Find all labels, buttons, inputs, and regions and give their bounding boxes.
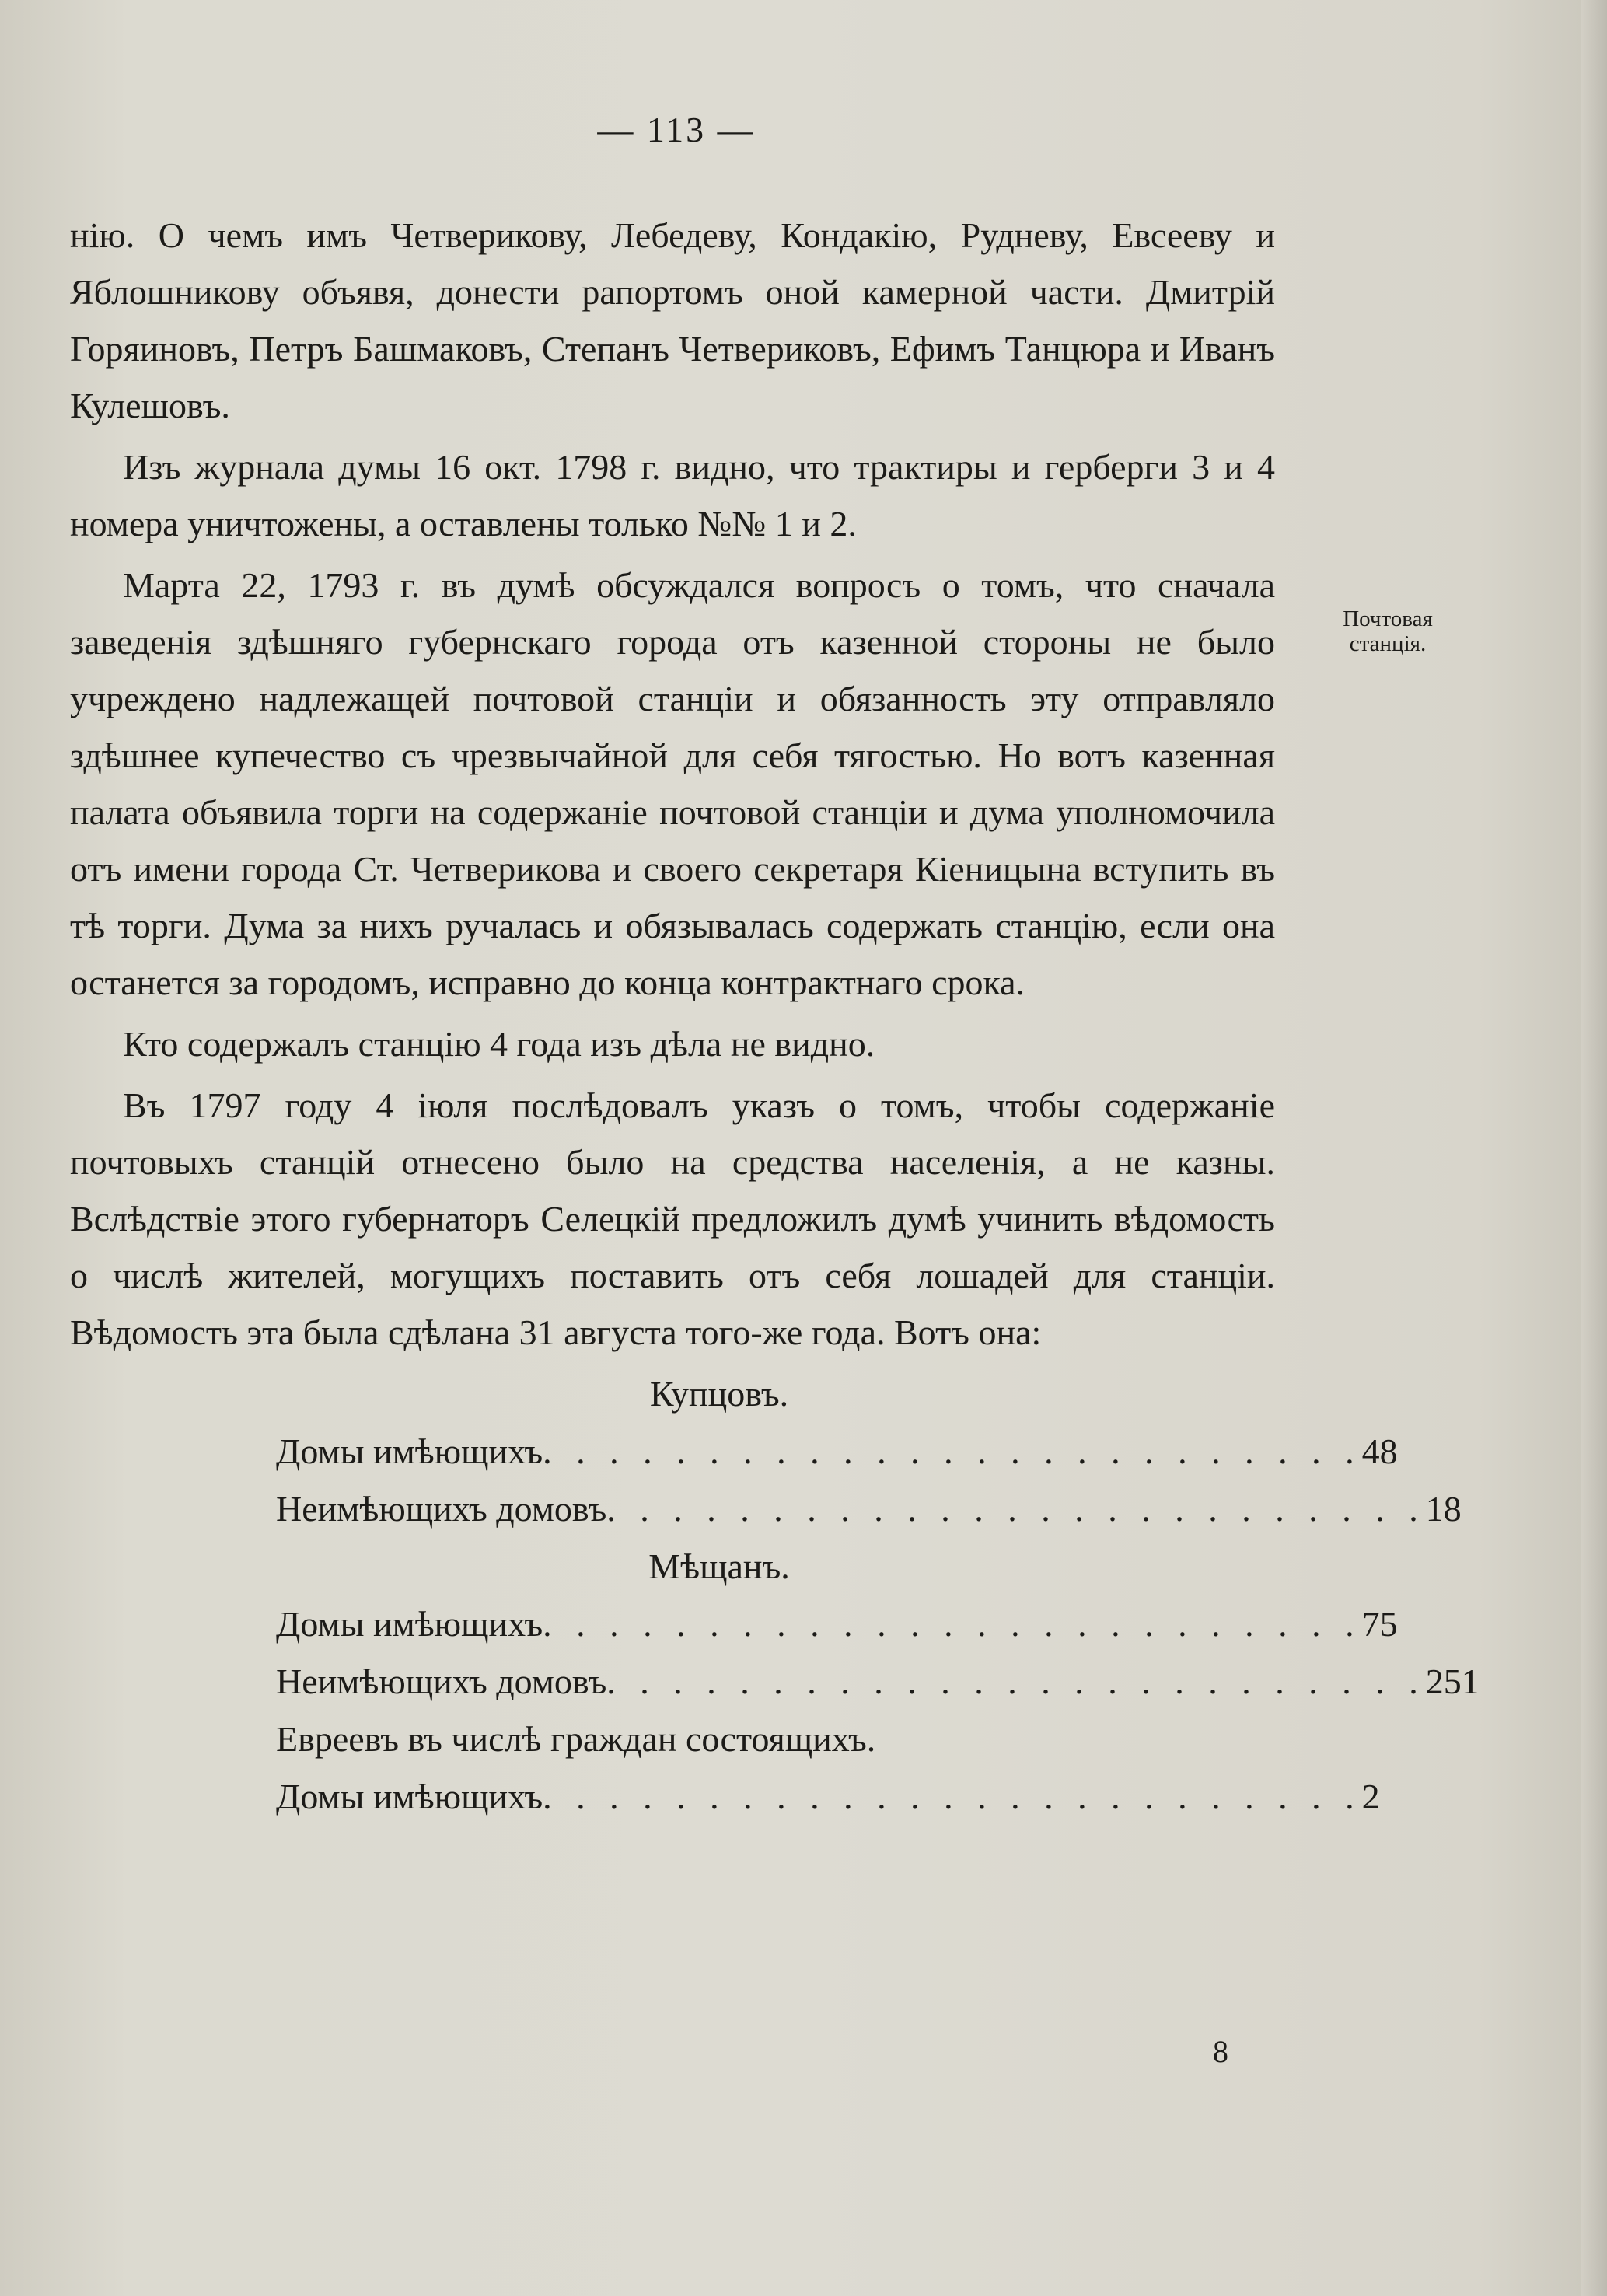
row-value: 75 (1361, 1604, 1398, 1644)
row-value: 18 (1425, 1489, 1462, 1529)
paragraph-3: Марта 22, 1793 г. въ думѣ обсуждался вопросъ о томъ, что сначала заведенія здѣшняго губернскаго города отъ казенной стороны не было учреждено надлежащей почтовой станціи и обязанность эту отправляло здѣшнее купечество съ чрезвычайной для себя тягостью. Но вотъ казенная палата объявила торги на содержаніе почтовой станціи и дума уполномочила отъ имени города Ст. Четверикова и своего секретаря Кіеницына вступить въ тѣ торги. Дума за нихъ ручалась и обязывалась содержать станцію, если она останется за городомъ, исправно до конца контрактнаго срока. (70, 565, 1275, 1002)
townsmen-heading: Мѣщанъ. (648, 1546, 790, 1586)
row-label: Домы имѣющихъ (276, 1431, 543, 1471)
margin-note (1314, 606, 1462, 656)
table-row (276, 1423, 1398, 1480)
jews-heading: Евреевъ въ числѣ граждан состоящихъ. (276, 1719, 876, 1759)
paragraph-2: Изъ журнала думы 16 окт. 1798 г. видно, что трактиры и герберги 3 и 4 номера уничтожены, а оставлены только №№ 1 и 2. (70, 447, 1275, 543)
leader-dots: . . . . . . . . . . . . . . . . . . . . . . . . . (543, 1777, 1362, 1816)
leader-dots: . . . . . . . . . . . . . . . . . . . . . . . . . (606, 1662, 1426, 1701)
table-row (276, 1595, 1398, 1653)
table-row (276, 1653, 1479, 1711)
page-edge (1581, 0, 1607, 2296)
signature-mark: 8 (1213, 2034, 1228, 2069)
row-value: 251 (1425, 1662, 1479, 1701)
paragraph-5: Въ 1797 году 4 іюля послѣдовалъ указъ о томъ, чтобы содержаніе почтовыхъ станцій отнесено было на средства населенія, а не казны. Вслѣдствіе этого губернаторъ Селецкій предложилъ думѣ учинить вѣдомость о числѣ жителей, могущихъ поставить отъ себя лошадей для станціи. Вѣдомость эта была сдѣлана 31 августа того-же года. Вотъ она: (70, 1085, 1275, 1352)
row-label: Неимѣющихъ домовъ (276, 1489, 607, 1529)
row-value: 48 (1361, 1431, 1398, 1471)
row-label: Домы имѣющихъ (276, 1777, 543, 1816)
margin-note-line-1: Почтовая (1343, 606, 1433, 631)
merchants-heading: Купцовъ. (649, 1374, 789, 1414)
row-label: Домы имѣющихъ (276, 1604, 543, 1644)
leader-dots: . . . . . . . . . . . . . . . . . . . . . . . . . (606, 1489, 1426, 1529)
leader-dots: . . . . . . . . . . . . . . . . . . . . . . . . . (543, 1604, 1362, 1644)
row-value: 2 (1361, 1777, 1380, 1816)
population-table (276, 1365, 1479, 1826)
row-label: Неимѣющихъ домовъ (276, 1662, 607, 1701)
paragraph-4: Кто содержалъ станцію 4 года изъ дѣла не видно. (123, 1024, 875, 1064)
paragraph-1: нію. О чемъ имъ Четверикову, Лебедеву, Кондакію, Рудневу, Евсееву и Яблошникову объявя, донести рапортомъ оной камерной части. Дмитрій Горяиновъ, Петръ Башмаковъ, Степанъ Четвериковъ, Ефимъ Танцюра и Иванъ Кулешовъ. (70, 215, 1275, 425)
leader-dots: . . . . . . . . . . . . . . . . . . . . . . . . . (543, 1431, 1362, 1471)
margin-note-line-2: станція. (1349, 631, 1427, 656)
page-number: — 113 — (597, 110, 756, 149)
table-row (276, 1768, 1380, 1826)
table-row (276, 1480, 1462, 1538)
